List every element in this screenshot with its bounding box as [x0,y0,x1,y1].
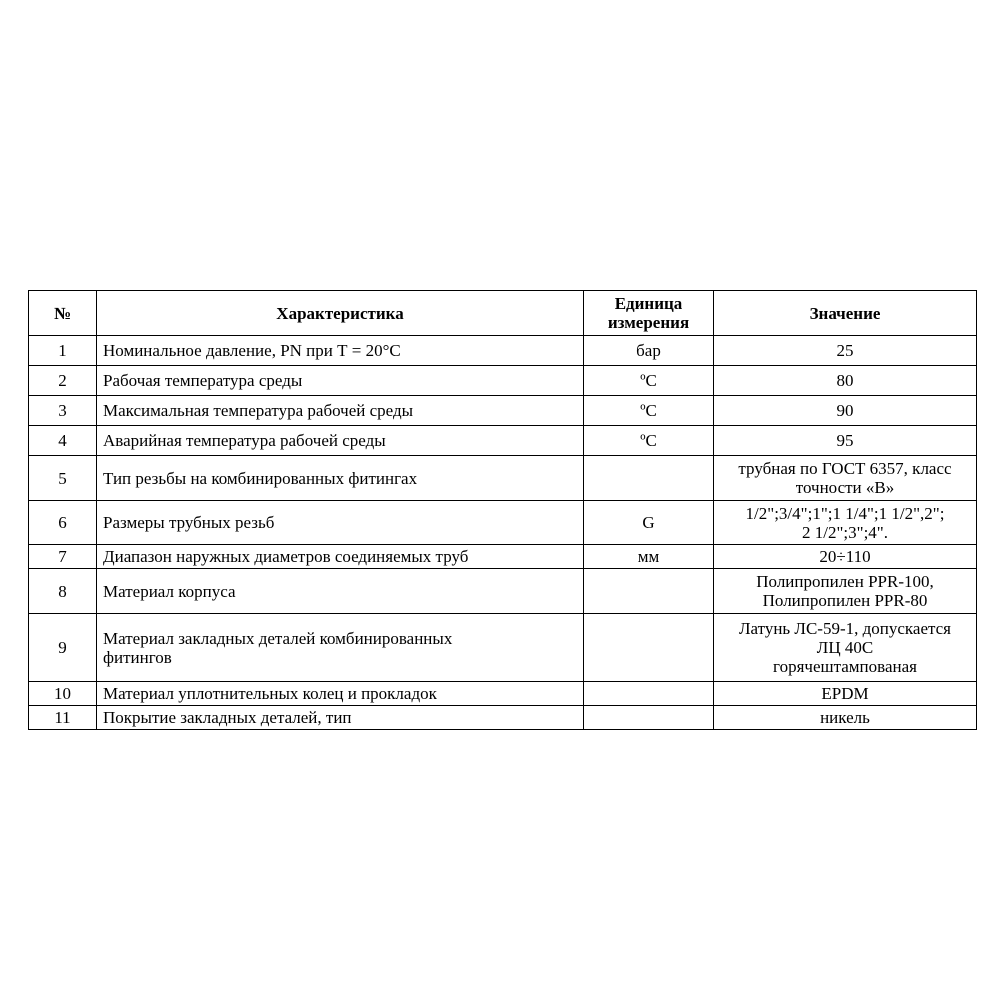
row-value-line: 80 [836,371,854,390]
row-value [714,569,977,614]
row-characteristic: Максимальная температура рабочей среды [97,396,584,426]
row-num: 4 [29,426,97,456]
row-characteristic-line: фитингов [103,647,172,667]
row-value-line: 25 [836,341,854,360]
table-row [29,682,977,706]
row-value [714,501,977,545]
row-characteristic: Материал корпуса [97,569,584,614]
row-unit: ºС [584,366,714,396]
table-row [29,366,977,396]
row-value-line: 20÷110 [819,547,871,566]
row-value-line: Полипропилен PPR-80 [762,591,928,610]
row-characteristic: Рабочая температура среды [97,366,584,396]
header-unit [584,291,714,336]
row-unit [584,682,714,706]
row-value [714,706,977,730]
row-value-line: никель [820,708,870,727]
row-characteristic-line: Материал закладных деталей комбинированных [103,628,453,648]
table-row [29,569,977,614]
row-value-line: 1/2";3/4";1";1 1/4";1 1/2",2"; [745,503,945,523]
row-num: 6 [29,501,97,545]
row-value-line: 90 [836,401,854,420]
table-row [29,426,977,456]
row-characteristic: Тип резьбы на комбинированных фитингах [97,456,584,501]
row-unit [584,614,714,682]
row-value [714,366,977,396]
row-value-line: горячештампованая [773,657,917,676]
row-value-line: 2 1/2";3";4". [802,522,888,542]
row-characteristic: Материал уплотнительных колец и прокладок [97,682,584,706]
header-unit-line2: измерения [607,313,690,332]
row-num: 5 [29,456,97,501]
table-row [29,336,977,366]
header-row [29,291,977,336]
row-value [714,336,977,366]
header-unit-line1: Единица [614,294,683,313]
row-characteristic: Размеры трубных резьб [97,501,584,545]
row-unit [584,569,714,614]
row-value-line: Полипропилен PPR-100, [756,572,934,591]
table-row [29,706,977,730]
row-unit [584,456,714,501]
row-characteristic: Покрытие закладных деталей, тип [97,706,584,730]
table-row [29,614,977,682]
row-value-line: Латунь ЛС-59-1, допускается [738,619,952,638]
row-unit: ºС [584,396,714,426]
row-value [714,396,977,426]
specifications-table [28,290,977,730]
row-value [714,545,977,569]
row-characteristic: Аварийная температура рабочей среды [97,426,584,456]
table-row [29,396,977,426]
table-row [29,456,977,501]
row-num: 10 [29,682,97,706]
row-characteristic: Диапазон наружных диаметров соединяемых труб [97,545,584,569]
row-unit: мм [584,545,714,569]
row-value [714,682,977,706]
row-num: 7 [29,545,97,569]
row-value-line: ЛЦ 40С [816,638,874,657]
row-value-line: точности «В» [795,478,895,497]
table-row [29,545,977,569]
row-value [714,614,977,682]
row-characteristic [97,614,584,682]
row-unit: G [584,501,714,545]
header-num: № [29,291,97,336]
row-value-line: 95 [836,431,854,450]
table-row [29,501,977,545]
header-characteristic: Характеристика [97,291,584,336]
row-value-line: трубная по ГОСТ 6357, класс [738,459,952,478]
row-unit: бар [584,336,714,366]
row-num: 1 [29,336,97,366]
row-value-line: EPDM [821,684,869,703]
header-value: Значение [714,291,977,336]
row-value [714,426,977,456]
row-num: 11 [29,706,97,730]
row-characteristic: Номинальное давление, PN при Т = 20°С [97,336,584,366]
row-unit: ºС [584,426,714,456]
row-num: 2 [29,366,97,396]
row-unit [584,706,714,730]
row-num: 8 [29,569,97,614]
row-value [714,456,977,501]
row-num: 9 [29,614,97,682]
row-num: 3 [29,396,97,426]
